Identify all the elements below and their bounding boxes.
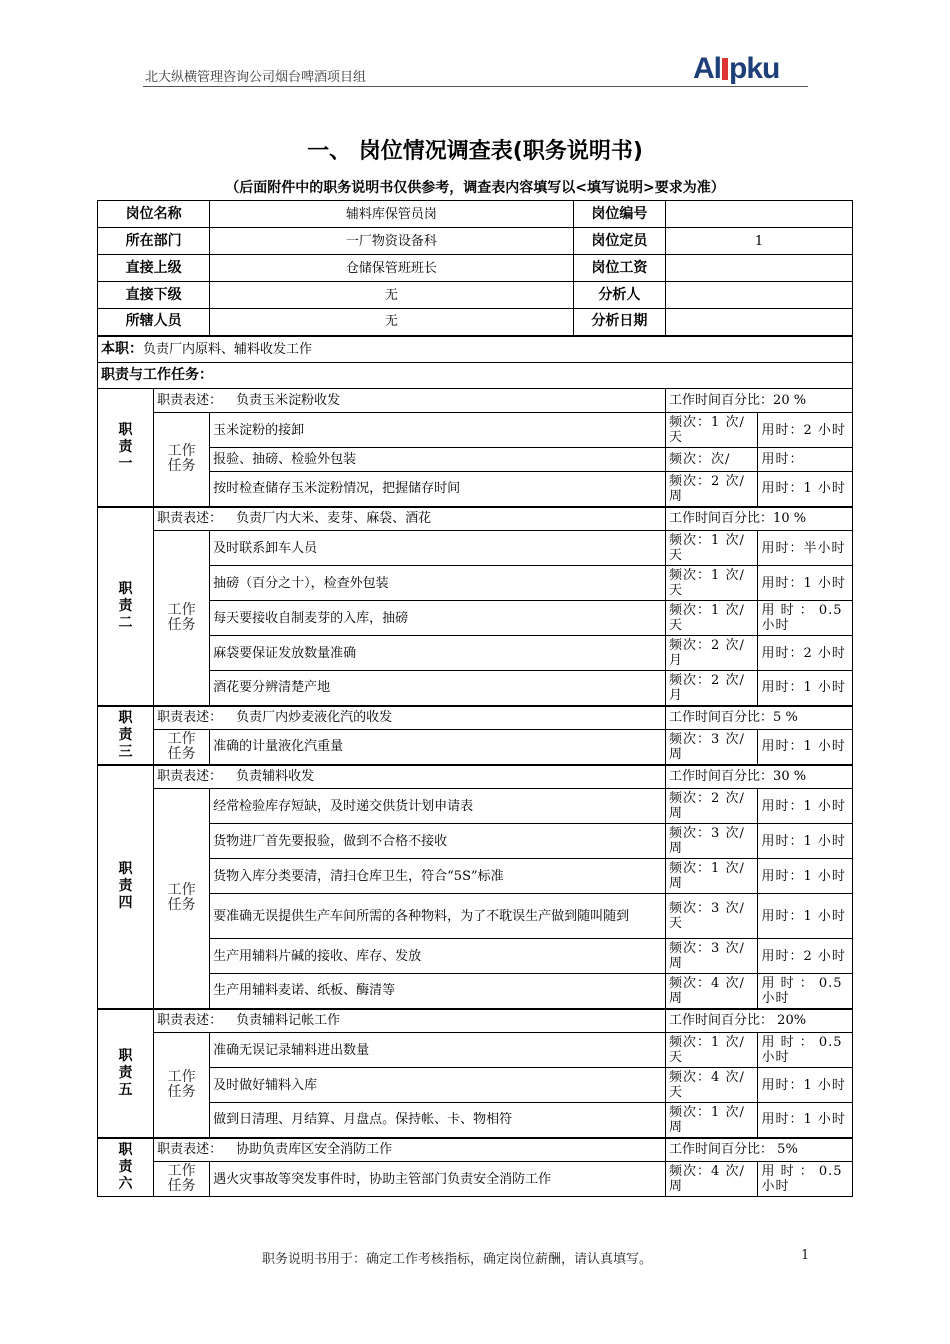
page-title: 一、 岗位情况调查表(职务说明书)	[307, 139, 643, 164]
value-salary	[666, 255, 853, 282]
value-subordinate: 无	[210, 282, 573, 309]
label-analysis-date: 分析日期	[573, 309, 665, 336]
task-frequency: 频次：3 次/周	[666, 939, 758, 974]
duty-description	[154, 1009, 666, 1033]
task-duration: 用 时 ： 0.5 小时	[758, 1033, 853, 1068]
duty-desc-row	[98, 1009, 853, 1033]
task-text: 报验、抽磅、检验外包装	[210, 448, 666, 472]
task-frequency: 频次：1 次/周	[666, 1103, 758, 1138]
time-percentage: 工作时间百分比：10 %	[666, 507, 853, 531]
main-duty-label: 本职：	[101, 340, 143, 357]
time-percentage: 工作时间百分比： 20%	[666, 1009, 853, 1033]
task-row	[98, 1103, 853, 1138]
value-headcount: 1	[666, 228, 853, 255]
task-label: 工作 任务	[154, 789, 210, 1009]
task-text: 准确无误记录辅料进出数量	[210, 1033, 666, 1068]
desc-label: 职责表述：	[157, 1013, 223, 1029]
task-text: 及时联系卸车人员	[210, 531, 666, 566]
header-company: 北大纵横管理咨询公司烟台啤酒项目组	[145, 70, 367, 85]
page-number: 1	[801, 1248, 810, 1263]
duty-label: 职 责 六	[98, 1138, 154, 1197]
task-text: 生产用辅料片碱的接收、库存、发放	[210, 939, 666, 974]
duty-description	[154, 765, 666, 789]
main-duty-value: 负责厂内原料、辅料收发工作	[143, 341, 313, 357]
task-row	[98, 974, 853, 1009]
task-duration: 用时：1 小时	[758, 730, 853, 765]
task-duration: 用时：1 小时	[758, 1068, 853, 1103]
page-subtitle: （后面附件中的职务说明书仅供参考，调查表内容填写以<填写说明>要求为准）	[225, 180, 725, 196]
task-text: 要准确无误提供生产车间所需的各种物料，为了不耽误生产做到随叫随到	[210, 894, 666, 939]
job-survey-table	[97, 200, 853, 1197]
desc-text: 负责玉米淀粉收发	[236, 393, 341, 408]
task-frequency: 频次：次/	[666, 448, 758, 472]
task-frequency: 频次：1 次/ 天	[666, 566, 758, 601]
task-row	[98, 472, 853, 507]
task-label: 工作 任务	[154, 1033, 210, 1138]
task-frequency: 频次：2 次/月	[666, 671, 758, 706]
desc-label: 职责表述：	[157, 393, 223, 408]
task-frequency: 频次：1 次/天	[666, 1033, 758, 1068]
duty-description	[154, 507, 666, 531]
task-row	[98, 894, 853, 939]
task-frequency: 频次：2 次/月	[666, 636, 758, 671]
time-percentage: 工作时间百分比：5 %	[666, 706, 853, 730]
task-row	[98, 636, 853, 671]
label-headcount: 岗位定员	[573, 228, 665, 255]
value-superior: 仓储保管班班长	[210, 255, 573, 282]
duties-title: 职责与工作任务：	[98, 363, 853, 389]
value-analysis-date	[666, 309, 853, 336]
task-label: 工作 任务	[154, 413, 210, 507]
label-position-no: 岗位编号	[573, 201, 665, 228]
task-frequency: 频次：1 次/天	[666, 531, 758, 566]
task-duration: 用时：1 小时	[758, 859, 853, 894]
task-label: 工作 任务	[154, 1162, 210, 1197]
value-analyst	[666, 282, 853, 309]
label-position-name: 岗位名称	[98, 201, 210, 228]
task-row	[98, 939, 853, 974]
task-text: 及时做好辅料入库	[210, 1068, 666, 1103]
task-row	[98, 531, 853, 566]
task-row	[98, 601, 853, 636]
task-text: 麻袋要保证发放数量准确	[210, 636, 666, 671]
task-duration: 用时：1 小时	[758, 1103, 853, 1138]
duty-desc-row	[98, 765, 853, 789]
task-frequency: 频次：3 次/周	[666, 730, 758, 765]
value-department: 一厂物资设备科	[210, 228, 573, 255]
desc-text: 负责辅料收发	[236, 769, 315, 785]
value-position-name: 辅料库保管员岗	[210, 201, 573, 228]
footer-note: 职务说明书用于：确定工作考核指标，确定岗位薪酬，请认真填写。	[262, 1252, 653, 1267]
task-text: 遇火灾事故等突发事件时，协助主管部门负责安全消防工作	[210, 1162, 666, 1197]
desc-text: 协助负责库区安全消防工作	[236, 1142, 393, 1158]
task-duration: 用时：1 小时	[758, 789, 853, 824]
task-row	[98, 1162, 853, 1197]
task-frequency: 频次：1 次/周	[666, 859, 758, 894]
desc-label: 职责表述：	[157, 511, 223, 527]
task-duration: 用时：1 小时	[758, 824, 853, 859]
desc-label: 职责表述：	[157, 1142, 223, 1158]
task-row	[98, 1033, 853, 1068]
task-text: 货物进厂首先要报验，做到不合格不接收	[210, 824, 666, 859]
task-frequency: 频次：1 次/天	[666, 413, 758, 448]
task-duration: 用 时 ： 0.5 小时	[758, 974, 853, 1009]
task-duration: 用时：2 小时	[758, 939, 853, 974]
task-frequency: 频次：4 次/天	[666, 1068, 758, 1103]
header-divider	[143, 86, 808, 87]
task-duration: 用时：2 小时	[758, 636, 853, 671]
task-row	[98, 448, 853, 472]
task-row	[98, 730, 853, 765]
duty-description	[154, 706, 666, 730]
task-frequency: 频次：4 次/周	[666, 974, 758, 1009]
duty-description	[154, 1138, 666, 1162]
label-superior: 直接上级	[98, 255, 210, 282]
task-row	[98, 824, 853, 859]
task-duration: 用时：	[758, 448, 853, 472]
task-row	[98, 413, 853, 448]
task-frequency: 频次：1 次/天	[666, 601, 758, 636]
task-text: 抽磅（百分之十），检查外包装	[210, 566, 666, 601]
task-label: 工作 任务	[154, 730, 210, 765]
task-text: 按时检查储存玉米淀粉情况，把握储存时间	[210, 472, 666, 507]
task-text: 生产用辅料麦诺、纸板、酶清等	[210, 974, 666, 1009]
task-frequency: 频次：2 次/周	[666, 472, 758, 507]
task-duration: 用时：2 小时	[758, 413, 853, 448]
task-frequency: 频次：3 次/ 天	[666, 894, 758, 939]
time-percentage: 工作时间百分比：30 %	[666, 765, 853, 789]
task-text: 货物入库分类要清，清扫仓库卫生，符合“5S”标准	[210, 859, 666, 894]
task-duration: 用时：1 小时	[758, 671, 853, 706]
value-position-no	[666, 201, 853, 228]
task-duration: 用时：1 小时	[758, 472, 853, 507]
task-duration: 用 时 ： 0.5 小时	[758, 601, 853, 636]
task-row	[98, 789, 853, 824]
duty-desc-row	[98, 706, 853, 730]
task-duration: 用时：1 小时	[758, 894, 853, 939]
desc-label: 职责表述：	[157, 769, 223, 785]
task-frequency: 频次：2 次/周	[666, 789, 758, 824]
duty-description	[154, 389, 666, 413]
label-department: 所在部门	[98, 228, 210, 255]
duty-label: 职 责 一	[98, 389, 154, 507]
desc-text: 负责厂内大米、麦芽、麻袋、酒花	[236, 511, 432, 527]
value-managed: 无	[210, 309, 573, 336]
task-row	[98, 1068, 853, 1103]
task-frequency: 频次：3 次/周	[666, 824, 758, 859]
task-row	[98, 859, 853, 894]
duty-desc-row	[98, 1138, 853, 1162]
task-row	[98, 671, 853, 706]
label-analyst: 分析人	[573, 282, 665, 309]
task-label: 工作 任务	[154, 531, 210, 706]
task-text: 酒花要分辨清楚产地	[210, 671, 666, 706]
label-salary: 岗位工资	[573, 255, 665, 282]
task-duration: 用时：半小时	[758, 531, 853, 566]
main-duty-row	[98, 336, 853, 363]
task-row	[98, 566, 853, 601]
label-subordinate: 直接下级	[98, 282, 210, 309]
desc-label: 职责表述：	[157, 710, 223, 726]
task-text: 玉米淀粉的接卸	[210, 413, 666, 448]
task-text: 每天要接收自制麦芽的入库，抽磅	[210, 601, 666, 636]
label-managed: 所辖人员	[98, 309, 210, 336]
task-text: 准确的计量液化汽重量	[210, 730, 666, 765]
time-percentage: 工作时间百分比： 5%	[666, 1138, 853, 1162]
time-percentage: 工作时间百分比：20 %	[666, 389, 853, 413]
duty-label: 职 责 四	[98, 765, 154, 1009]
duty-label: 职 责 三	[98, 706, 154, 765]
task-text: 做到日清理、月结算、月盘点。保持帐、卡、物相符	[210, 1103, 666, 1138]
duty-label: 职 责 二	[98, 507, 154, 706]
task-frequency: 频次：4 次/周	[666, 1162, 758, 1197]
desc-text: 负责辅料记帐工作	[236, 1013, 341, 1029]
company-logo: Al pku	[693, 52, 780, 85]
duty-label: 职 责 五	[98, 1009, 154, 1138]
duty-desc-row	[98, 507, 853, 531]
duty-desc-row	[98, 389, 853, 413]
task-duration: 用时：1 小时	[758, 566, 853, 601]
task-duration: 用 时 ： 0.5 小时	[758, 1162, 853, 1197]
task-text: 经常检验库存短缺，及时递交供货计划申请表	[210, 789, 666, 824]
desc-text: 负责厂内炒麦液化汽的收发	[236, 710, 393, 726]
